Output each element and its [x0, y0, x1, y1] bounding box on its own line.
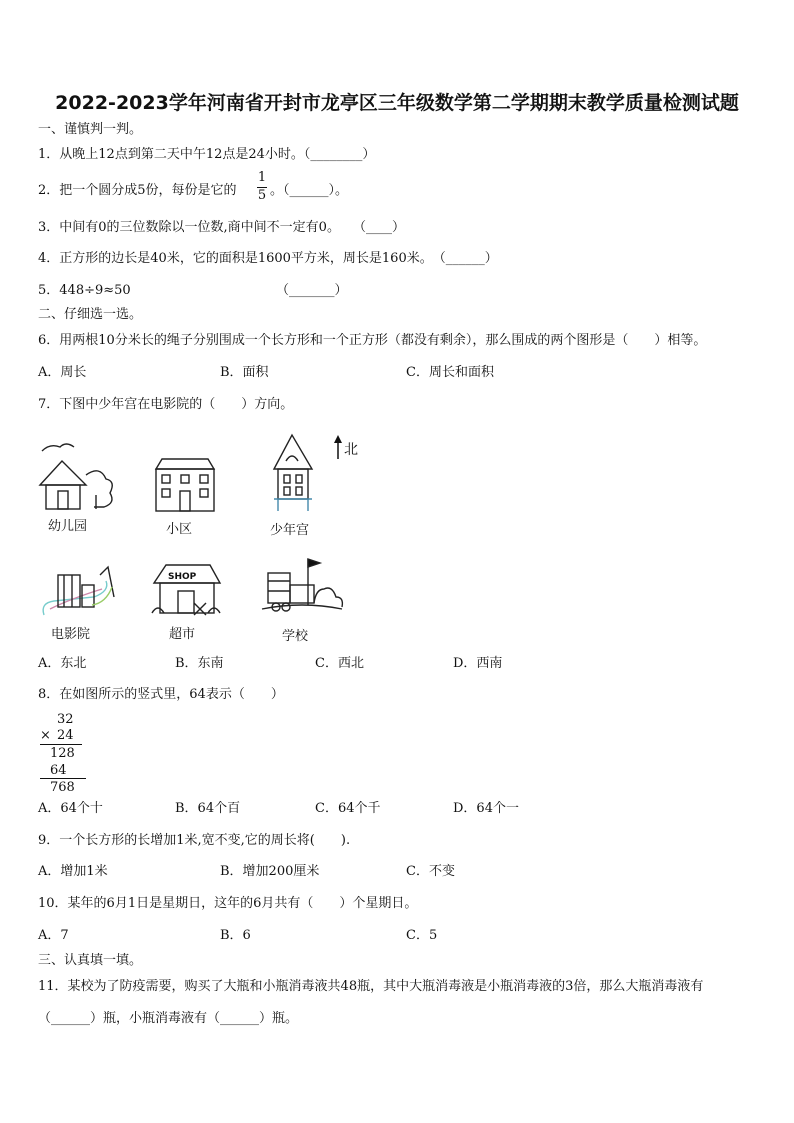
- vm-times-sign: ×: [40, 728, 51, 743]
- question-5-blank: （_______）: [276, 283, 348, 298]
- q9-option-a: A．增加1米: [38, 864, 108, 879]
- vm-top: 32: [57, 712, 74, 727]
- question-7-stem: 7．下图中少年宫在电影院的（ ）方向。: [38, 397, 294, 412]
- q6-option-b: B．面积: [220, 365, 269, 380]
- question-11-line-1: 11．某校为了防疫需要，购买了大瓶和小瓶消毒液共48瓶，其中大瓶消毒液是小瓶消毒液的3倍，那么大瓶消毒液有: [38, 979, 704, 994]
- vm-partial-1: 128: [50, 746, 75, 761]
- kindergarten-icon: [40, 444, 112, 509]
- q8-option-c: C．64个千: [315, 801, 381, 816]
- shop-sign-text: SHOP: [168, 572, 197, 582]
- q7-option-b: B．东南: [175, 656, 224, 671]
- q10-option-b: B．6: [220, 928, 251, 943]
- youth-palace-icon: [274, 435, 312, 511]
- label-school: 学校: [282, 629, 309, 644]
- page-title: 2022-2023学年河南省开封市龙亭区三年级数学第二学期期末教学质量检测试题: [55, 92, 739, 114]
- north-arrow-icon: [334, 435, 342, 459]
- school-icon: [262, 559, 342, 611]
- vm-multiplier: 24: [57, 728, 74, 743]
- label-youth-palace: 少年宫: [270, 523, 310, 538]
- question-4: 4．正方形的边长是40米，它的面积是1600平方米，周长是160米。 （______）: [38, 251, 498, 266]
- vm-line-2: [40, 778, 86, 779]
- question-2-suffix: 。（______）。: [270, 183, 349, 198]
- q9-option-b: B．增加200厘米: [220, 864, 320, 879]
- label-cinema: 电影院: [51, 627, 91, 642]
- question-6-stem: 6．用两根10分米长的绳子分别围成一个长方形和一个正方形（都没有剩余），那么围成的两个图形是（ ）相等。: [38, 333, 707, 348]
- label-supermarket: 超市: [169, 627, 196, 642]
- label-kindergarten: 幼儿园: [48, 519, 88, 534]
- north-label: 北: [344, 442, 358, 458]
- q10-option-a: A．7: [38, 928, 69, 943]
- section-heading-choose: 二、仔细选一选。: [38, 307, 143, 322]
- question-2-prefix: 2．把一个圆分成5份，每份是它的: [38, 183, 237, 198]
- q6-option-c: C．周长和面积: [406, 365, 494, 380]
- question-9-stem: 9．一个长方形的长增加1米,宽不变,它的周长将( ).: [38, 833, 351, 848]
- section-heading-fill: 三、认真填一填。: [38, 953, 143, 968]
- label-residential: 小区: [166, 522, 193, 537]
- map-figure: [30, 425, 390, 650]
- section-heading-judge: 一、谨慎判一判。: [38, 122, 143, 137]
- vm-partial-2: 64: [50, 763, 67, 778]
- q8-option-d: D．64个一: [453, 801, 519, 816]
- q10-option-c: C．5: [406, 928, 438, 943]
- q9-option-c: C．不变: [406, 864, 455, 879]
- vm-result: 768: [50, 780, 75, 795]
- q7-option-a: A．东北: [38, 656, 87, 671]
- fraction-denominator: 5: [257, 188, 267, 203]
- residential-building-icon: [156, 459, 214, 511]
- q6-option-a: A．周长: [38, 365, 87, 380]
- question-10-stem: 10．某年的6月1日是星期日，这年的6月共有（ ）个星期日。: [38, 896, 418, 911]
- q8-option-a: A．64个十: [38, 801, 103, 816]
- q7-option-c: C．西北: [315, 656, 364, 671]
- q7-option-d: D．西南: [453, 656, 503, 671]
- fraction-numerator: 1: [257, 170, 267, 185]
- q8-option-b: B．64个百: [175, 801, 241, 816]
- question-5-expression: 5．448÷9≈50: [38, 283, 131, 298]
- vm-line-1: [40, 744, 82, 745]
- cinema-icon: [43, 567, 114, 615]
- question-3: 3．中间有0的三位数除以一位数,商中间不一定有0。 （____）: [38, 220, 405, 235]
- question-8-stem: 8．在如图所示的竖式里，64表示（ ）: [38, 687, 284, 702]
- question-1: 1．从晚上12点到第二天中午12点是24小时。（________）: [38, 147, 376, 162]
- question-11-line-2: （______）瓶，小瓶消毒液有（______）瓶。: [38, 1011, 299, 1026]
